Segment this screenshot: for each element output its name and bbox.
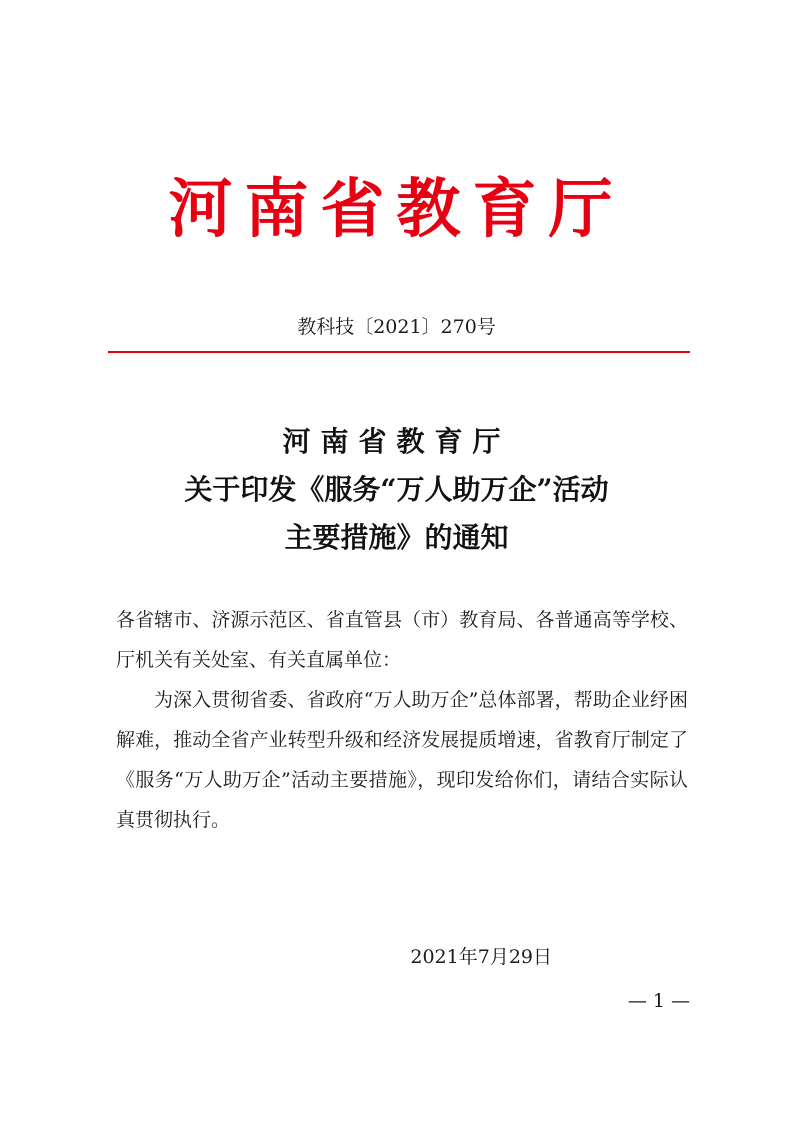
title-line-issuer: 河南省教育厅 [282,425,511,458]
title-line-subject: 关于印发《服务“万人助万企”活动 [184,473,609,506]
red-divider-line [108,351,690,353]
document-number: 教科技〔2021〕270号 [297,316,496,338]
document-body [116,600,688,840]
addressees: 各省辖市、济源示范区、省直管县（市）教育局、各普通高等学校、厅机关有关处室、有关直属单位： [116,609,688,671]
body-paragraph: 为深入贯彻省委、省政府“万人助万企”总体部署，帮助企业纾困解难，推动全省产业转型升级和经济发展提质增速，省教育厅制定了《服务“万人助万企”活动主要措施》，现印发给你们，请结合实际认真贯彻执行。 [116,689,688,831]
document-title [0,418,793,562]
issuer-header: 河南省教育厅 [168,172,625,247]
title-line-subject-end: 主要措施》的通知 [284,521,509,554]
issue-date: 2021年7月29日 [410,946,552,968]
page-number: — 1 — [627,990,690,1012]
